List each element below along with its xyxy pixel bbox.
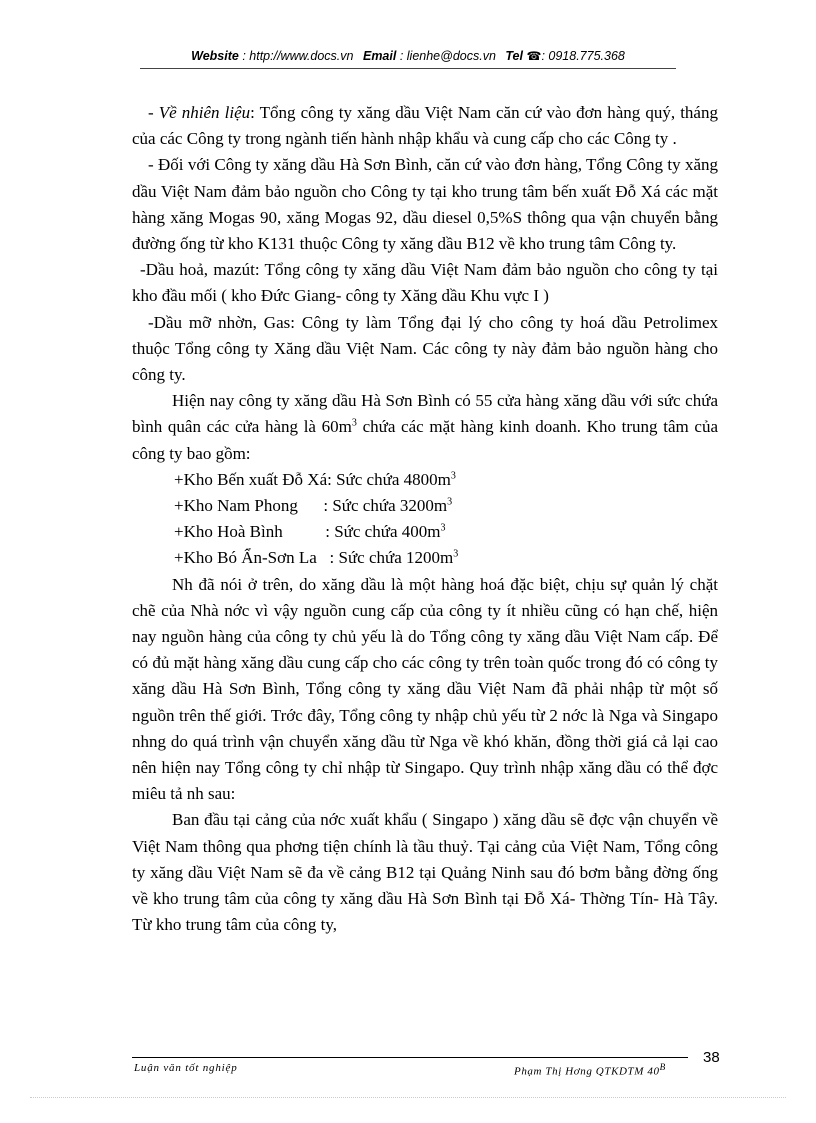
footer-divider — [132, 1057, 688, 1058]
paragraph-kerosene: -Dầu hoả, mazút: Tổng công ty xăng dầu Việt Nam đảm bảo nguồn cho công ty tại kho đầu mối ( kho Đức Giang- công ty Xăng dầu Khu vực I ) — [132, 260, 718, 306]
tel-label: Tel — [505, 49, 523, 63]
storage-item: +Kho Bó Ẩn-Sơn La : Sức chứa $1200m^3$ — [174, 548, 459, 568]
storage-item: +Kho Hoà Bình : Sức chứa $400m^3$ — [174, 522, 446, 542]
storage-item: +Kho Nam Phong : Sức chứa $3200m^3$ — [174, 496, 453, 516]
footer-author: Phạm Thị Hơng QTKDTM $40^B$ — [514, 1062, 666, 1078]
phone-icon: ☎ — [526, 49, 542, 63]
website-label: Website — [191, 49, 239, 63]
header-divider — [140, 68, 676, 69]
paragraph-fuel: - Về nhiên liệu: Tổng công ty xăng dầu Việt Nam căn cứ vào đơn hàng quý, tháng của các Công ty trong ngành tiến hành nhập khẩu và cung cấp cho các Công ty . — [132, 103, 718, 149]
paragraph-lubricants: -Dầu mỡ nhờn, Gas: Công ty làm Tổng đại lý cho công ty hoá dầu Petrolimex thuộc Tổng công ty Xăng dầu Việt Nam. Các công ty này đảm bảo nguồn hàng cho công ty. — [132, 312, 718, 385]
paragraph-process: Ban đầu tại cảng của nớc xuất khẩu ( Singapo ) xăng dầu sẽ đợc vận chuyển về Việt Nam thông qua phơng tiện chính là tầu thuỷ. Tại cảng của Việt Nam, Tổng công ty xăng dầu Việt Nam sẽ đa về cảng B12 tại Quảng Ninh sau đó bơm bằng đờng ống về kho trung tâm của công ty xăng dầu Hà Sơn Bình tại Đỗ Xá- Thờng Tín- Hà Tây. Từ kho trung tâm của công ty, — [132, 810, 718, 935]
paragraph-stores: Hiện nay công ty xăng dầu Hà Sơn Bình có 55 cửa hàng xăng dầu với sức chứa bình quân các cửa hàng là $60m^3$ chứa các mặt hàng kinh doanh. Kho trung tâm của công ty bao gồm: — [132, 391, 718, 463]
tel-value: : 0918.775.368 — [541, 49, 625, 63]
storage-item: +Kho Bến xuất Đỗ Xá: Sức chứa $4800m^3$ — [174, 469, 456, 489]
email-value[interactable]: : lienhe@docs.vn — [399, 49, 496, 63]
document-body — [132, 100, 718, 939]
footer-thesis-label: Luận văn tốt nghiệp — [134, 1062, 238, 1074]
paragraph-sources: Nh đã nói ở trên, do xăng dầu là một hàng hoá đặc biệt, chịu sự quản lý chặt chẽ của Nhà nớc vì vậy nguồn cung cấp của công ty ít nhiều cũng có hạn chế, hiện nay nguồn hàng của công ty chủ yếu là do Tổng công ty xăng dầu Việt Nam cấp. Để có đủ mặt hàng xăng dầu cung cấp cho các công ty trên toàn quốc trong đó có công ty xăng dầu Hà Sơn Bình, Tổng công ty xăng dầu Việt Nam đã phải nhập từ một số nguồn trên thế giới. Trớc đây, Tổng công ty nhập chủ yếu từ 2 nớc là Nga và Singapo nhng do quá trình vận chuyển xăng dầu từ Nga về khó khăn, đồng thời giá cả lại cao nên hiện nay Tổng công ty chỉ nhập từ Singapo. Quy trình nhập xăng dầu có thể đợc miêu tả nh sau: — [132, 574, 718, 804]
page-edge — [30, 1097, 786, 1098]
page-number: 38 — [703, 1049, 720, 1066]
page-header — [0, 49, 816, 63]
paragraph-hasonbinh: - Đối với Công ty xăng dầu Hà Sơn Bình, căn cứ vào đơn hàng, Tổng Công ty xăng dầu Việt Nam đảm bảo nguồn cho Công ty tại kho trung tâm bến xuất Đỗ Xá các mặt hàng xăng Mogas 90, xăng Mogas 92, dầu diesel 0,5%S thông qua vận chuyển bằng đường ống từ kho K131 thuộc Công ty xăng dầu B12 về kho trung tâm Công ty. — [132, 155, 718, 254]
website-value[interactable]: : http://www.docs.vn — [242, 49, 354, 63]
paragraph-fuel-lead: - Về nhiên liệu — [148, 103, 251, 122]
email-label: Email — [362, 49, 397, 63]
